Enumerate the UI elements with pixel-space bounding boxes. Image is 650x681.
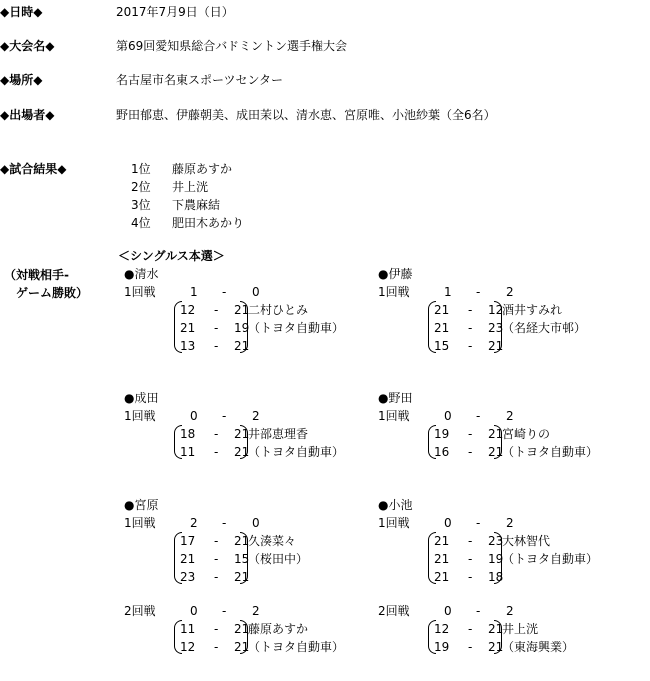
game-score-opponent: 21 bbox=[488, 640, 504, 654]
venue-value: 名古屋市名東スポーツセンター bbox=[116, 73, 284, 87]
match-games-lost: 2 bbox=[506, 409, 514, 423]
right-bracket bbox=[240, 301, 248, 353]
right-bracket bbox=[494, 532, 502, 584]
score-dash: - bbox=[214, 534, 219, 548]
players-label: ◆出場者◆ bbox=[0, 108, 55, 122]
match-player-name: ●成田 bbox=[124, 391, 159, 405]
game-score-own: 21 bbox=[434, 570, 450, 584]
game-score-opponent: 21 bbox=[234, 640, 250, 654]
opponent-name: 二村ひとみ bbox=[248, 303, 309, 317]
score-dash: - bbox=[222, 516, 227, 530]
score-dash: - bbox=[214, 321, 219, 335]
game-score-own: 19 bbox=[434, 640, 450, 654]
result-rank: 2位 bbox=[131, 180, 151, 194]
opponent-team: （東海興業） bbox=[502, 640, 575, 654]
date-label: ◆日時◆ bbox=[0, 5, 43, 19]
game-score-opponent: 21 bbox=[488, 427, 504, 441]
game-score-opponent: 21 bbox=[234, 427, 250, 441]
match-round: 1回戦 bbox=[378, 516, 410, 530]
game-score-opponent: 19 bbox=[234, 321, 250, 335]
result-rank: 3位 bbox=[131, 198, 151, 212]
side-label-line1: （対戦相手- bbox=[4, 268, 69, 282]
match-block bbox=[124, 587, 374, 677]
venue-label: ◆場所◆ bbox=[0, 73, 43, 87]
match-games-won: 0 bbox=[190, 604, 198, 618]
opponent-team: （トヨタ自動車） bbox=[502, 552, 599, 566]
result-rank: 1位 bbox=[131, 162, 151, 176]
game-score-own: 13 bbox=[180, 339, 196, 353]
match-player-name: ●野田 bbox=[378, 391, 413, 405]
score-dash: - bbox=[214, 552, 219, 566]
result-name: 藤原あすか bbox=[172, 162, 233, 176]
score-dash: - bbox=[222, 409, 227, 423]
match-block bbox=[378, 268, 628, 358]
score-dash: - bbox=[214, 445, 219, 459]
results-label: ◆試合結果◆ bbox=[0, 162, 67, 176]
left-bracket bbox=[174, 301, 182, 353]
score-dash: - bbox=[222, 285, 227, 299]
game-score-own: 18 bbox=[180, 427, 196, 441]
score-dash: - bbox=[214, 640, 219, 654]
match-player-name: ●清水 bbox=[124, 267, 159, 281]
match-round: 2回戦 bbox=[124, 604, 156, 618]
match-games-won: 1 bbox=[190, 285, 198, 299]
opponent-name: 宮崎りの bbox=[502, 427, 551, 441]
game-score-opponent: 21 bbox=[488, 622, 504, 636]
opponent-team: （トヨタ自動車） bbox=[248, 640, 345, 654]
score-dash: - bbox=[468, 570, 473, 584]
opponent-team: （桜田中） bbox=[248, 552, 309, 566]
match-games-won: 1 bbox=[444, 285, 452, 299]
result-rank: 4位 bbox=[131, 216, 151, 230]
match-games-lost: 2 bbox=[252, 604, 260, 618]
left-bracket bbox=[174, 532, 182, 584]
match-block bbox=[378, 587, 628, 677]
match-block bbox=[124, 268, 374, 358]
game-score-opponent: 21 bbox=[234, 570, 250, 584]
score-dash: - bbox=[468, 321, 473, 335]
right-bracket bbox=[494, 425, 502, 459]
game-score-own: 19 bbox=[434, 427, 450, 441]
match-games-lost: 2 bbox=[506, 285, 514, 299]
match-round: 1回戦 bbox=[378, 409, 410, 423]
match-round: 2回戦 bbox=[378, 604, 410, 618]
score-dash: - bbox=[468, 622, 473, 636]
score-dash: - bbox=[468, 427, 473, 441]
score-dash: - bbox=[468, 534, 473, 548]
match-round: 1回戦 bbox=[124, 409, 156, 423]
game-score-opponent: 21 bbox=[488, 445, 504, 459]
match-games-won: 0 bbox=[444, 516, 452, 530]
opponent-name: 井部恵理香 bbox=[248, 427, 309, 441]
match-block bbox=[378, 392, 628, 482]
game-score-own: 17 bbox=[180, 534, 196, 548]
game-score-row bbox=[176, 571, 276, 587]
event-value: 第69回愛知県総合バドミントン選手権大会 bbox=[116, 39, 348, 53]
opponent-name: 酒井すみれ bbox=[502, 303, 563, 317]
match-games-won: 0 bbox=[190, 409, 198, 423]
match-games-lost: 2 bbox=[506, 516, 514, 530]
opponent-name: 藤原あすか bbox=[248, 622, 309, 636]
match-games-won: 0 bbox=[444, 409, 452, 423]
score-dash: - bbox=[468, 303, 473, 317]
game-score-row bbox=[176, 340, 276, 356]
right-bracket bbox=[240, 532, 248, 584]
match-games-won: 0 bbox=[444, 604, 452, 618]
game-score-opponent: 18 bbox=[488, 570, 504, 584]
opponent-name: 大林智代 bbox=[502, 534, 551, 548]
match-games-lost: 2 bbox=[252, 409, 260, 423]
game-score-own: 21 bbox=[434, 534, 450, 548]
game-score-opponent: 23 bbox=[488, 534, 504, 548]
left-bracket bbox=[428, 425, 436, 459]
score-dash: - bbox=[214, 427, 219, 441]
singles-section-title: ＜シングルス本選＞ bbox=[118, 249, 225, 263]
opponent-team: （名経大市邨） bbox=[502, 321, 587, 335]
game-score-opponent: 21 bbox=[234, 303, 250, 317]
game-score-opponent: 15 bbox=[234, 552, 250, 566]
score-dash: - bbox=[476, 604, 481, 618]
score-dash: - bbox=[468, 552, 473, 566]
score-dash: - bbox=[214, 570, 219, 584]
game-score-own: 21 bbox=[434, 303, 450, 317]
score-dash: - bbox=[214, 303, 219, 317]
opponent-team: （トヨタ自動車） bbox=[248, 445, 345, 459]
result-name: 井上洸 bbox=[172, 180, 209, 194]
game-score-opponent: 12 bbox=[488, 303, 504, 317]
game-score-own: 15 bbox=[434, 339, 450, 353]
match-block bbox=[378, 499, 628, 589]
game-score-opponent: 21 bbox=[234, 534, 250, 548]
game-score-opponent: 21 bbox=[488, 339, 504, 353]
game-score-row bbox=[430, 340, 530, 356]
opponent-name: 久湊菜々 bbox=[248, 534, 297, 548]
score-dash: - bbox=[476, 285, 481, 299]
match-round: 1回戦 bbox=[124, 285, 156, 299]
match-games-lost: 0 bbox=[252, 285, 260, 299]
result-name: 下農麻結 bbox=[172, 198, 221, 212]
game-score-own: 12 bbox=[180, 640, 196, 654]
game-score-own: 12 bbox=[180, 303, 196, 317]
score-dash: - bbox=[222, 604, 227, 618]
game-score-opponent: 21 bbox=[234, 445, 250, 459]
right-bracket bbox=[494, 620, 502, 654]
game-score-own: 11 bbox=[180, 622, 196, 636]
game-score-own: 21 bbox=[434, 552, 450, 566]
match-player-name: ●宮原 bbox=[124, 498, 159, 512]
score-dash: - bbox=[468, 445, 473, 459]
left-bracket bbox=[174, 425, 182, 459]
event-label: ◆大会名◆ bbox=[0, 39, 55, 53]
right-bracket bbox=[240, 425, 248, 459]
game-score-opponent: 21 bbox=[234, 339, 250, 353]
match-block bbox=[124, 499, 374, 589]
players-value: 野田郁恵、伊藤朝美、成田茉以、清水恵、宮原唯、小池紗葉（全6名） bbox=[116, 108, 496, 122]
game-score-own: 11 bbox=[180, 445, 196, 459]
game-score-own: 16 bbox=[434, 445, 450, 459]
match-round: 1回戦 bbox=[378, 285, 410, 299]
left-bracket bbox=[428, 301, 436, 353]
game-score-opponent: 21 bbox=[234, 622, 250, 636]
score-dash: - bbox=[214, 339, 219, 353]
score-dash: - bbox=[468, 640, 473, 654]
game-score-own: 21 bbox=[180, 552, 196, 566]
game-score-opponent: 19 bbox=[488, 552, 504, 566]
match-block bbox=[124, 392, 374, 482]
right-bracket bbox=[240, 620, 248, 654]
right-bracket bbox=[494, 301, 502, 353]
score-dash: - bbox=[476, 409, 481, 423]
left-bracket bbox=[174, 620, 182, 654]
game-score-own: 12 bbox=[434, 622, 450, 636]
left-bracket bbox=[428, 532, 436, 584]
opponent-team: （トヨタ自動車） bbox=[502, 445, 599, 459]
date-value: 2017年7月9日（日） bbox=[116, 5, 234, 19]
score-dash: - bbox=[468, 339, 473, 353]
match-player-name: ●小池 bbox=[378, 498, 413, 512]
score-dash: - bbox=[476, 516, 481, 530]
match-games-lost: 2 bbox=[506, 604, 514, 618]
opponent-team: （トヨタ自動車） bbox=[248, 321, 345, 335]
opponent-name: 井上洸 bbox=[502, 622, 539, 636]
game-score-own: 23 bbox=[180, 570, 196, 584]
result-name: 肥田木あかり bbox=[172, 216, 245, 230]
score-dash: - bbox=[214, 622, 219, 636]
match-player-name: ●伊藤 bbox=[378, 267, 413, 281]
match-games-lost: 0 bbox=[252, 516, 260, 530]
match-games-won: 2 bbox=[190, 516, 198, 530]
game-score-own: 21 bbox=[180, 321, 196, 335]
game-score-opponent: 23 bbox=[488, 321, 504, 335]
side-label-line2: ゲーム勝敗） bbox=[16, 286, 89, 300]
game-score-row bbox=[430, 571, 530, 587]
left-bracket bbox=[428, 620, 436, 654]
match-round: 1回戦 bbox=[124, 516, 156, 530]
game-score-own: 21 bbox=[434, 321, 450, 335]
